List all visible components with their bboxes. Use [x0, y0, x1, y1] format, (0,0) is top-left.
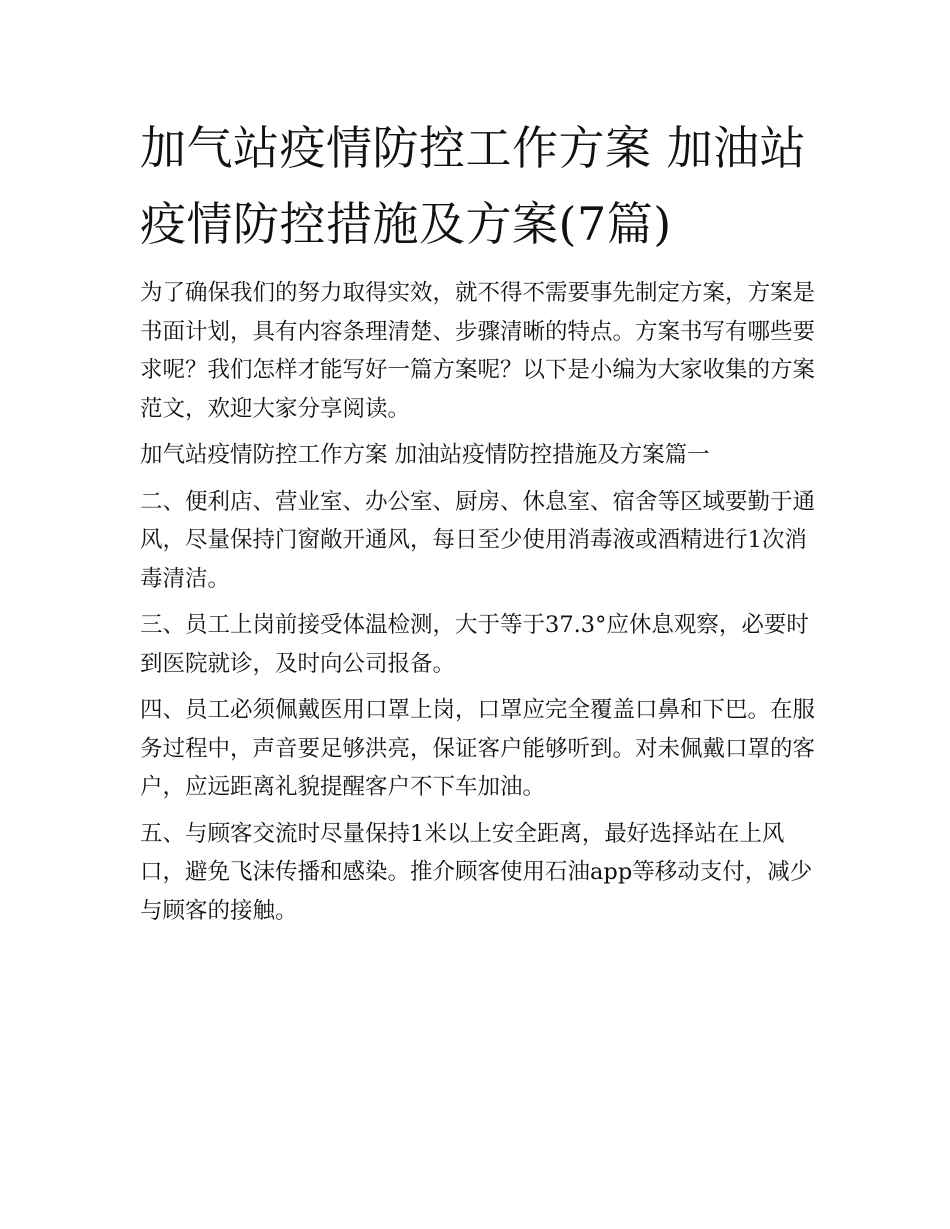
item-paragraph-4: 四、员工必须佩戴医用口罩上岗，口罩应完全覆盖口鼻和下巴。在服务过程中，声音要足够洪亮，保证客户能够听到。对未佩戴口罩的客户，应远距离礼貌提醒客户不下车加油。	[140, 697, 816, 800]
item-paragraph-3: 三、员工上岗前接受体温检测，大于等于37.3°应休息观察，必要时到医院就诊，及时向公司报备。	[140, 612, 809, 677]
intro-paragraph: 为了确保我们的努力取得实效，就不得不需要事先制定方案，方案是书面计划，具有内容条理清楚、步骤清晰的特点。方案书写有哪些要求呢？我们怎样才能写好一篇方案呢？以下是小编为大家收集的方案范文，欢迎大家分享阅读。	[140, 280, 816, 422]
document-page	[140, 110, 820, 930]
item-paragraph-5: 五、与顾客交流时尽量保持1米以上安全距离，最好选择站在上风口，避免飞沫传播和感染。推介顾客使用石油app等移动支付，减少与顾客的接触。	[140, 820, 813, 924]
item-paragraph-2: 二、便利店、营业室、办公室、厨房、休息室、宿舍等区域要勤于通风，尽量保持门窗敞开通风，每日至少使用消毒液或酒精进行1次消毒清洁。	[140, 488, 816, 592]
document-title: 加气站疫情防控工作方案 加油站疫情防控措施及方案(7篇)	[140, 121, 807, 251]
section-heading: 加气站疫情防控工作方案 加油站疫情防控措施及方案篇一	[140, 442, 710, 468]
